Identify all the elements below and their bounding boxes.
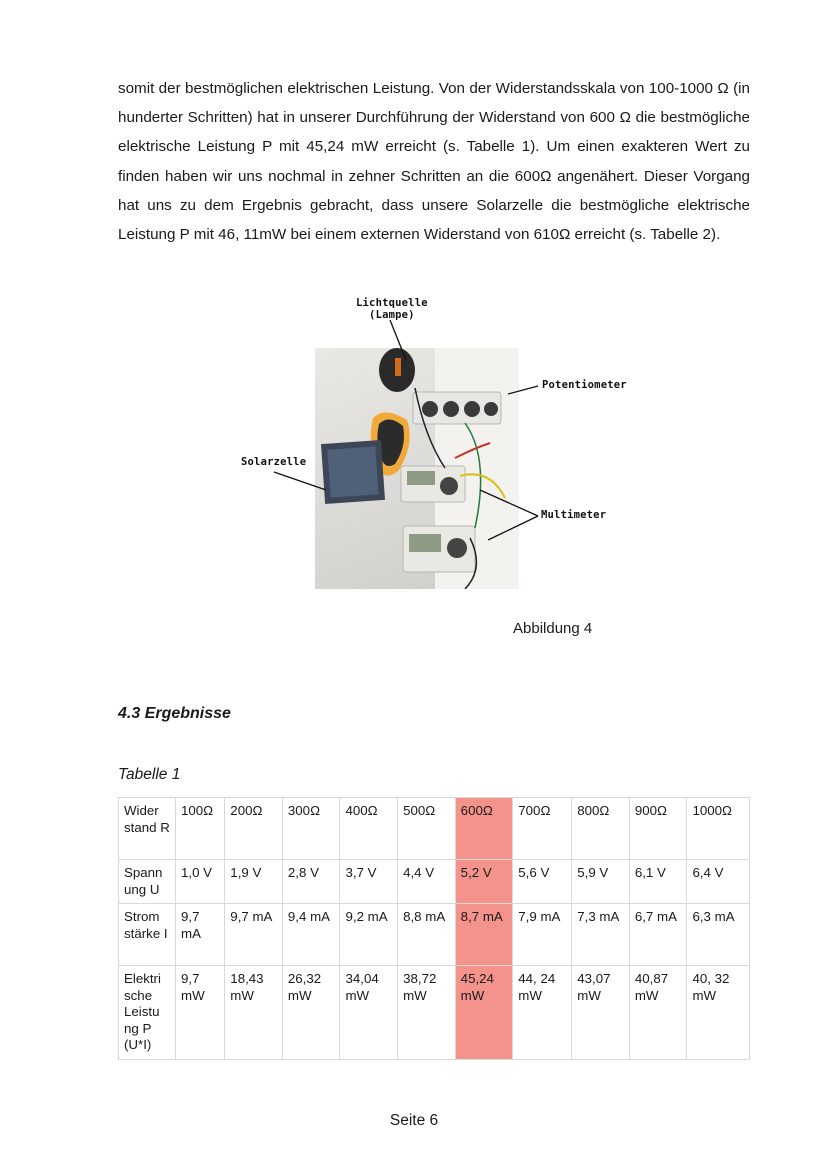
table-cell: 8,8 mA: [398, 904, 456, 966]
table-cell: 900Ω: [629, 798, 687, 860]
voltage-row: [119, 860, 750, 904]
table-cell: 500Ω: [398, 798, 456, 860]
table-cell: 9,2 mA: [340, 904, 398, 966]
table-cell: 100Ω: [176, 798, 225, 860]
table-cell: 1000Ω: [687, 798, 750, 860]
resistance-row: [119, 798, 750, 860]
row-header-cell: Strom stärke I: [119, 904, 176, 966]
section-heading: 4.3 Ergebnisse: [118, 705, 231, 722]
current-row: [119, 904, 750, 966]
table-cell: 9,7 mA: [176, 904, 225, 966]
table-cell: 8,7 mA: [455, 904, 513, 966]
table-cell: 40, 32 mW: [687, 966, 750, 1060]
row-header-cell: Elektri sche Leistu ng P (U*I): [119, 966, 176, 1060]
table-cell: 45,24 mW: [455, 966, 513, 1060]
potentiometer-label: Potentiometer: [542, 379, 627, 391]
table-cell: 400Ω: [340, 798, 398, 860]
table-cell: 9,4 mA: [282, 904, 340, 966]
table-cell: 600Ω: [455, 798, 513, 860]
row-header-cell: Wider stand R: [119, 798, 176, 860]
table-title: Tabelle 1: [118, 766, 181, 783]
table-cell: 6,4 V: [687, 860, 750, 904]
table-cell: 3,7 V: [340, 860, 398, 904]
table-cell: 6,3 mA: [687, 904, 750, 966]
figure-4: [230, 290, 650, 600]
lamp-label: Lichtquelle (Lampe): [356, 297, 428, 321]
table-cell: 40,87 mW: [629, 966, 687, 1060]
table-cell: 2,8 V: [282, 860, 340, 904]
table-cell: 300Ω: [282, 798, 340, 860]
table-cell: 700Ω: [513, 798, 572, 860]
table-cell: 34,04 mW: [340, 966, 398, 1060]
multimeter-label: Multimeter: [541, 509, 607, 521]
table-cell: 1,0 V: [176, 860, 225, 904]
page-number: Seite 6: [389, 1112, 439, 1129]
row-header-cell: Spann ung U: [119, 860, 176, 904]
table-cell: 200Ω: [225, 798, 283, 860]
figure-caption: Abbildung 4: [513, 620, 593, 637]
table-cell: 9,7 mA: [225, 904, 283, 966]
table-cell: 18,43 mW: [225, 966, 283, 1060]
table-cell: 6,1 V: [629, 860, 687, 904]
table-cell: 5,6 V: [513, 860, 572, 904]
table-cell: 4,4 V: [398, 860, 456, 904]
body-paragraph: somit der bestmöglichen elektrischen Leistung. Von der Widerstandsskala von 100-1000 Ω (in hunderter Schritten) hat in unserer Durchführung der Widerstand von 600 Ω die bestmögliche elektrische Leistung P mit 45,24 mW erreicht (s. Tabelle 1). Um einen exakteren Wert zu finden haben wir uns nochmal in zehner Schritten an die 600Ω angenähert. Dieser Vorgang hat uns zu dem Ergebnis gebracht, dass unsere Solarzelle die bestmögliche elektrische Leistung P mit 46, 11mW bei einem externen Widerstand von 610Ω erreicht (s. Tabelle 2).: [118, 80, 750, 244]
table-cell: 44, 24 mW: [513, 966, 572, 1060]
power-row: [119, 966, 750, 1060]
table-cell: 5,2 V: [455, 860, 513, 904]
table-cell: 7,3 mA: [572, 904, 630, 966]
table-cell: 43,07 mW: [572, 966, 630, 1060]
table-cell: 800Ω: [572, 798, 630, 860]
table-cell: 7,9 mA: [513, 904, 572, 966]
table-cell: 1,9 V: [225, 860, 283, 904]
results-table: [118, 797, 750, 1060]
table-cell: 6,7 mA: [629, 904, 687, 966]
table-cell: 26,32 mW: [282, 966, 340, 1060]
table-cell: 5,9 V: [572, 860, 630, 904]
table-cell: 9,7 mW: [176, 966, 225, 1060]
annotation-lines: [230, 290, 650, 600]
table-cell: 38,72 mW: [398, 966, 456, 1060]
solar-cell-label: Solarzelle: [241, 456, 307, 468]
